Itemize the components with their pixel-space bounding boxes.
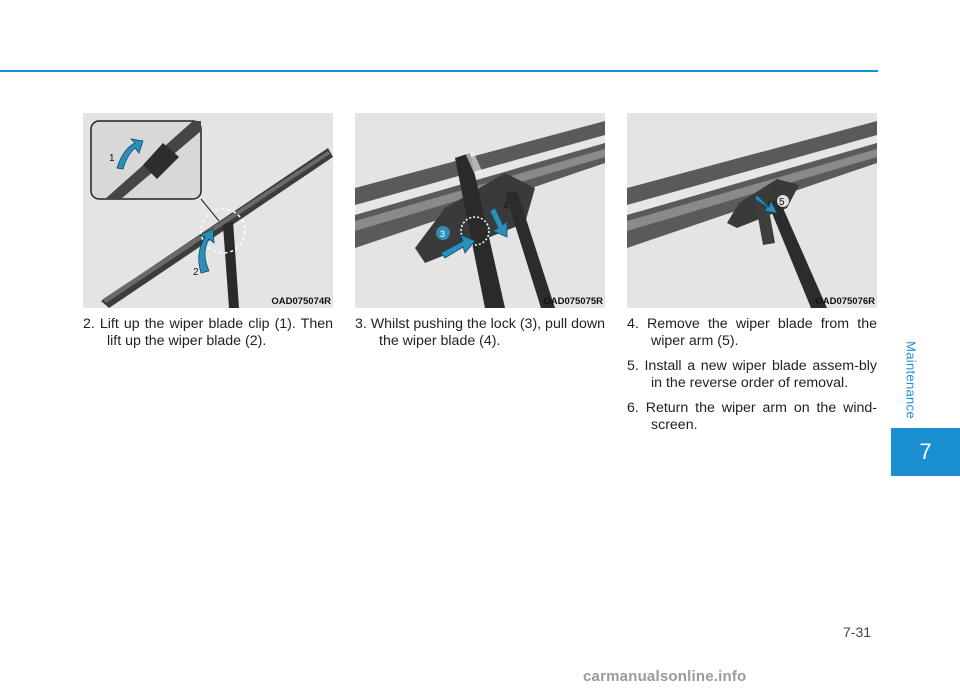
header-rule bbox=[0, 70, 878, 72]
callout-1: 1 bbox=[109, 153, 115, 164]
steps-column-1 bbox=[83, 316, 333, 358]
figure-code: OAD075074R bbox=[271, 296, 331, 307]
wiper-remove-illustration bbox=[627, 113, 877, 308]
figure-code: OAD075076R bbox=[815, 296, 875, 307]
footer-watermark[interactable]: carmanualsonline.info bbox=[583, 668, 747, 685]
section-label-text: Maintenance bbox=[903, 341, 919, 419]
step-6: 6. Return the wiper arm on the wind-screen. bbox=[627, 400, 877, 433]
figure-remove-blade bbox=[627, 113, 877, 308]
steps-column-3 bbox=[627, 316, 877, 442]
step-5: 5. Install a new wiper blade assem-bly in the reverse order of removal. bbox=[627, 358, 877, 391]
callout-3: 3 bbox=[440, 229, 446, 239]
page-number: 7-31 bbox=[843, 624, 872, 640]
section-label bbox=[897, 330, 925, 430]
figure-lift-blade-clip bbox=[83, 113, 333, 308]
step-2: 2. Lift up the wiper blade clip (1). Then lift up the wiper blade (2). bbox=[83, 316, 333, 349]
chapter-tab[interactable]: 7 bbox=[891, 428, 960, 476]
callout-5: 5 bbox=[779, 197, 785, 208]
figure-push-lock bbox=[355, 113, 605, 308]
step-4: 4. Remove the wiper blade from the wiper arm (5). bbox=[627, 316, 877, 349]
callout-2: 2 bbox=[193, 267, 199, 278]
callout-4: 4 bbox=[503, 201, 509, 212]
figure-code: OAD075075R bbox=[543, 296, 603, 307]
wiper-lock-illustration bbox=[355, 113, 605, 308]
steps-column-2 bbox=[355, 316, 605, 358]
step-3: 3. Whilst pushing the lock (3), pull down the wiper blade (4). bbox=[355, 316, 605, 349]
wiper-clip-illustration bbox=[83, 113, 333, 308]
